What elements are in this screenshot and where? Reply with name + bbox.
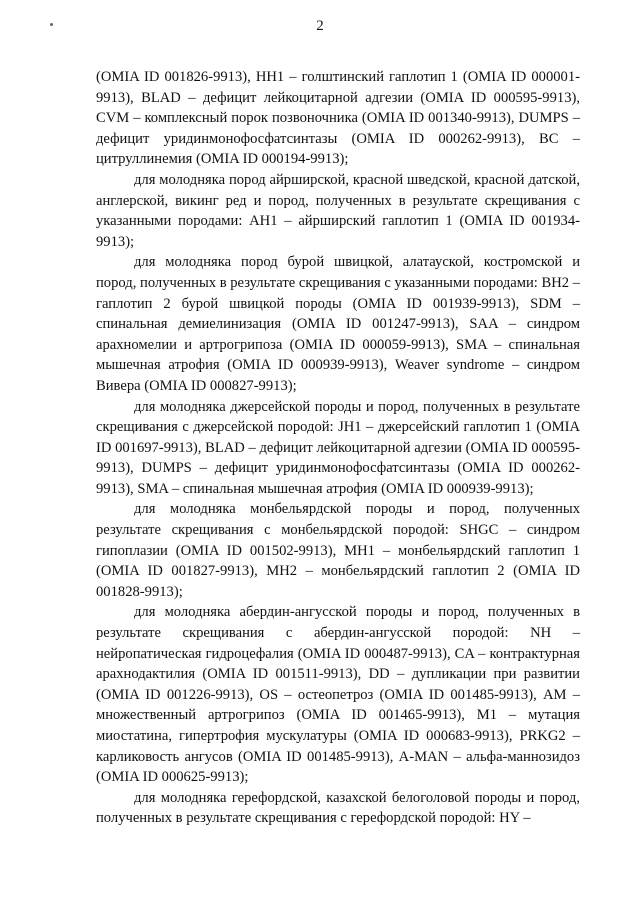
paragraph-brown-swiss: для молодняка пород бурой швицкой, алатауской, костромской и пород, полученных в результате скрещивания с указанными породами: BH2 – гаплотип 2 бурой швицкой породы (OMIA ID 001939-9913), SDM – спинальная демиелинизация (OMIA ID 001247-9913), SAA – синдром арахномелии и артрогрипоза (OMIA ID 000059-9913), SMA – спинальная мышечная атрофия (OMIA ID 000939-9913), Weaver syndrome – синдром Вивера (OMIA ID 000827-9913); (96, 254, 580, 394)
page-number: 2 (316, 18, 324, 34)
paragraph-jersey: для молодняка джерсейской породы и пород, полученных в результате скрещивания с джерсейской породой: JH1 – джерсейский гаплотип 1 (OMIA ID 001697-9913), BLAD – дефицит лейкоцитарной адгезии (OMIA ID 000595-9913), DUMPS – дефицит уридинмонофосфатсинтазы (OMIA ID 000262-9913), SMA – спинальная мышечная атрофия (OMIA ID 000939-9913); (96, 398, 580, 497)
paragraph-aberdeen-angus: для молодняка абердин-ангусской породы и пород, полученных в результате скрещивания с абердин-ангусской породой: NH – нейропатическая гидроцефалия (OMIA ID 000487-9913), CA – контрактурная арахнодактилия (OMIA ID 001511-9913), DD – дупликации при развитии (OMIA ID 001226-9913), OS – остеопетроз (OMIA ID 001485-9913), AM – множественный артрогрипоз (OMIA ID 001465-9913), M1 – мутация миостатина, гипертрофия мускулатуры (OMIA ID 000683-9913), PRKG2 – карликовость ангусов (OMIA ID 001485-9913), A-MAN – альфа-маннозидоз (OMIA ID 000625-9913); (96, 604, 580, 786)
document-body (96, 67, 580, 829)
paragraph-hereford: для молодняка герефордской, казахской белоголовой породы и пород, полученных в результате скрещивания с герефордской породой: HY – (96, 789, 580, 827)
paragraph-montbeliarde: для молодняка монбельярдской породы и пород, полученных результате скрещивания с монбельярдской породой: SHGC – синдром гипоплазии (OMIA ID 001502-9913), MH1 – монбельярдский гаплотип 1 (OMIA ID 001827-9913), MH2 – монбельярдский гаплотип 2 (OMIA ID 001828-9913); (96, 501, 580, 600)
paragraph-holstein-continuation: (OMIA ID 001826-9913), HH1 – голштинский гаплотип 1 (OMIA ID 000001-9913), BLAD – дефицит лейкоцитарной адгезии (OMIA ID 000595-9913), CVM – комплексный порок позвоночника (OMIA ID 001340-9913), DUMPS – дефицит уридинмонофосфатсинтазы (OMIA ID 000262-9913), BC – цитруллинемия (OMIA ID 000194-9913); (96, 69, 580, 168)
paragraph-ayrshire: для молодняка пород айрширской, красной шведской, красной датской, англерской, викинг ред и пород, полученных в результате скрещивания с указанными породами: AH1 – айрширский гаплотип 1 (OMIA ID 001934-9913); (96, 171, 580, 250)
